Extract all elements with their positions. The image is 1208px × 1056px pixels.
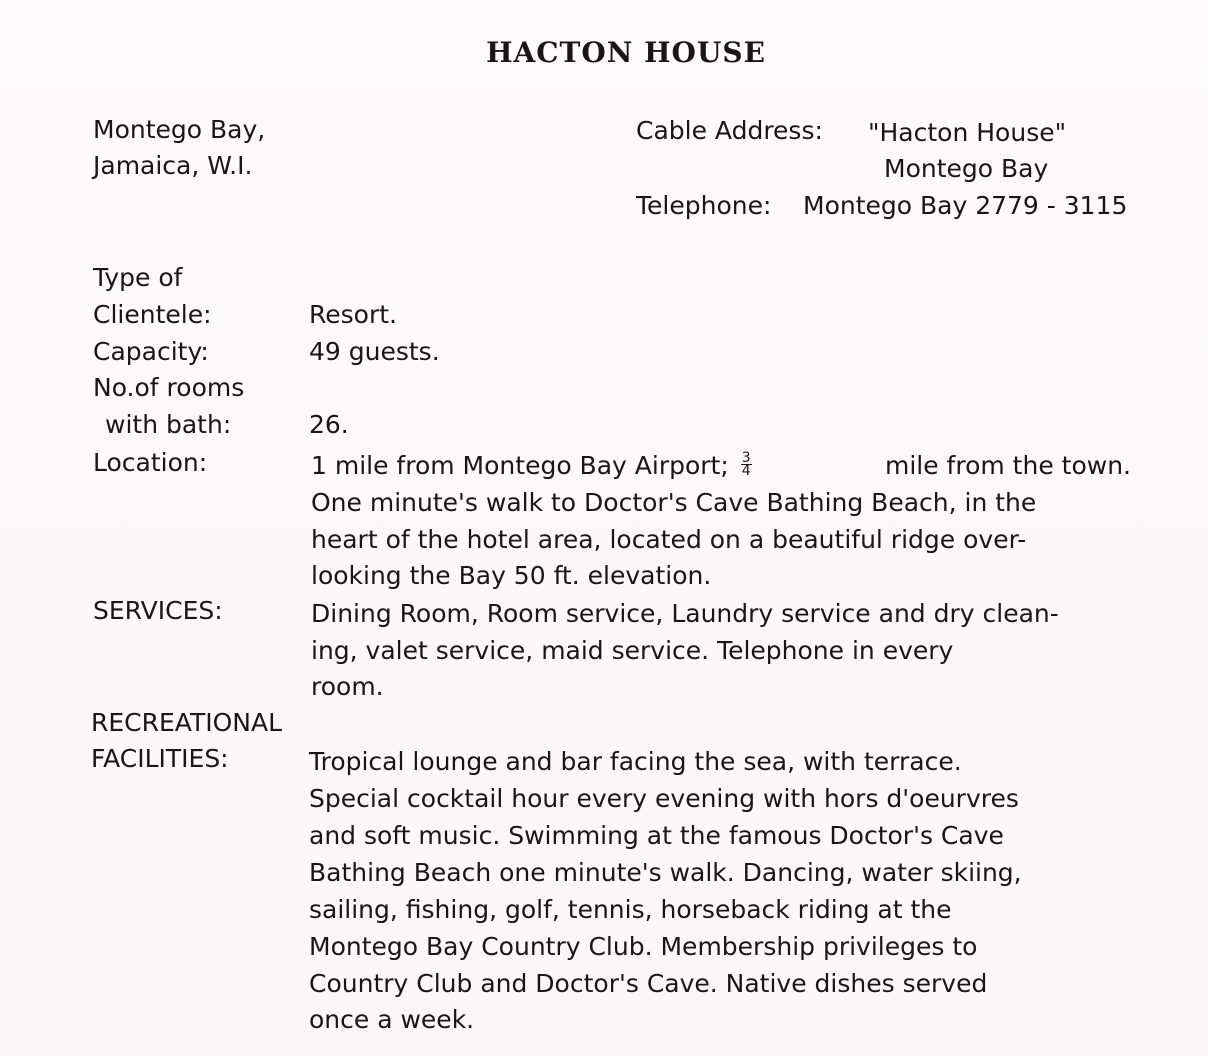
telephone-label: Telephone: [636, 191, 772, 220]
fraction-numerator: 3 [741, 449, 751, 466]
services-label: SERVICES: [93, 596, 223, 625]
cable-address-label: Cable Address: [636, 116, 823, 145]
recreational-line-3: and soft music. Swimming at the famous Doctor's Cave [309, 821, 1004, 850]
clientele-value: Resort. [309, 300, 397, 329]
fraction-three-quarters [741, 449, 752, 479]
location-line-1b: mile from the town. [884, 451, 1131, 480]
location-label: Location: [93, 448, 208, 477]
cable-address-value-2: Montego Bay [884, 154, 1049, 183]
location-line-2: One minute's walk to Doctor's Cave Bathing Beach, in the [311, 488, 1037, 517]
address-line-1: Montego Bay, [93, 115, 266, 144]
recreational-line-8: once a week. [309, 1005, 475, 1034]
fraction-denominator: 4 [741, 462, 751, 479]
rooms-label-1: No.of rooms [93, 373, 245, 402]
recreational-label-2: FACILITIES: [91, 744, 229, 773]
address-line-2: Jamaica, W.I. [93, 151, 253, 180]
recreational-line-1: Tropical lounge and bar facing the sea, with terrace. [309, 747, 962, 776]
rooms-label-2: with bath: [105, 410, 232, 439]
recreational-line-5: sailing, fishing, golf, tennis, horseback riding at the [309, 895, 952, 924]
recreational-line-7: Country Club and Doctor's Cave. Native dishes served [309, 969, 988, 998]
services-line-3: room. [311, 672, 384, 701]
recreational-line-6: Montego Bay Country Club. Membership privileges to [309, 932, 978, 961]
capacity-label: Capacity: [93, 337, 209, 366]
location-line-4: looking the Bay 50 ft. elevation. [311, 561, 712, 590]
recreational-line-2: Special cocktail hour every evening with hors d'oeurvres [309, 784, 1019, 813]
location-line-3: heart of the hotel area, located on a beautiful ridge over- [311, 525, 1027, 554]
clientele-label-1: Type of [93, 263, 183, 292]
cable-address-value: "Hacton House" [868, 118, 1067, 147]
location-line-1 [311, 449, 1131, 483]
services-line-2: ing, valet service, maid service. Telephone in every [311, 636, 954, 665]
telephone-value: Montego Bay 2779 - 3115 [803, 191, 1128, 220]
recreational-line-4: Bathing Beach one minute's walk. Dancing, water skiing, [309, 858, 1022, 887]
clientele-label-2: Clientele: [93, 300, 212, 329]
services-line-1: Dining Room, Room service, Laundry service and dry clean- [311, 599, 1059, 628]
location-line-1a: 1 mile from Montego Bay Airport; [311, 451, 729, 480]
capacity-value: 49 guests. [309, 337, 440, 366]
document-title: HACTON HOUSE [486, 36, 766, 69]
recreational-label-1: RECREATIONAL [91, 708, 283, 737]
rooms-value: 26. [309, 410, 349, 439]
